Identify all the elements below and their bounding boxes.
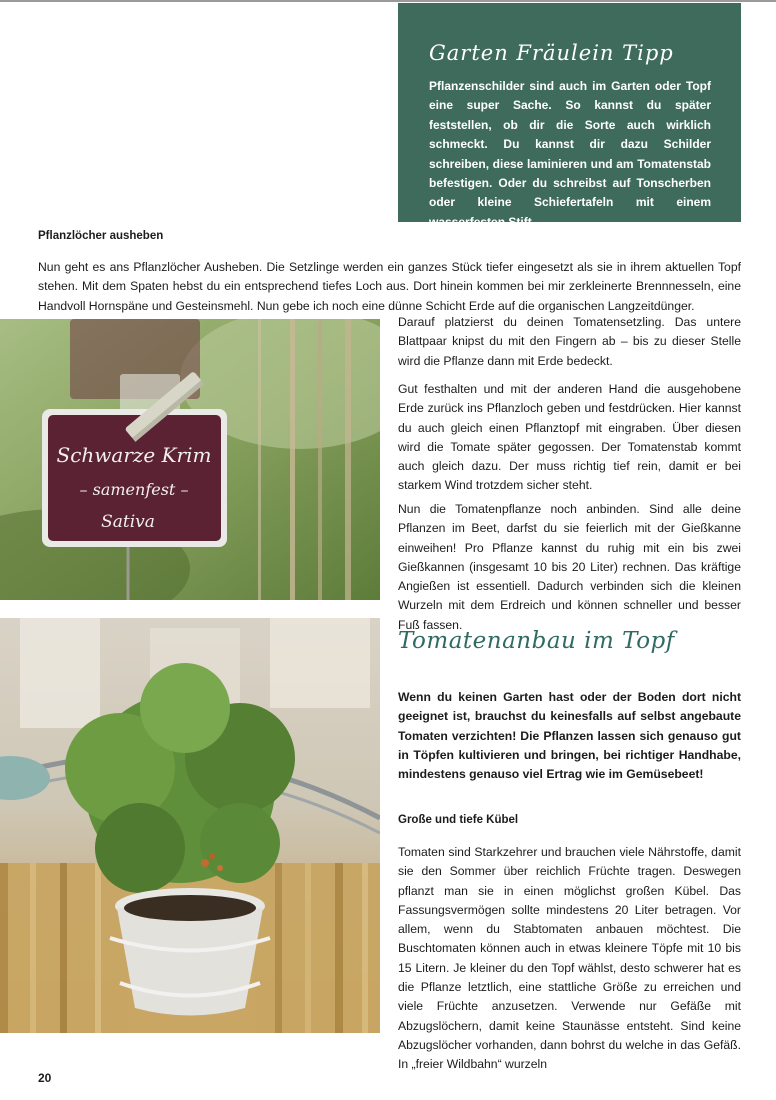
tip-box (398, 3, 741, 229)
photo-plant-sign (0, 319, 380, 600)
photo-tomato-pot (0, 618, 380, 1033)
paragraph-setzling: Darauf platzierst du deinen Tomatensetzling. Das untere Blattpaar knipst du mit den Fingern ab – bis zu dieser Stelle wird die Pflanze dann mit Erde bedeckt. (398, 315, 741, 368)
sign-line-2: – samenfest – (79, 480, 189, 499)
section-title-topf: Tomatenanbau im Topf (398, 628, 675, 654)
page-number: 20 (38, 1071, 52, 1085)
section-intro-paragraph: Nun geht es ans Pflanzlöcher Ausheben. Die Setzlinge werden ein ganzes Stück tiefer eingesetzt als sie in ihrem aktuellen Topf stehen. Mit dem Spaten hebst du ein entsprechend tiefes Loch aus. Dort hinein kommen bei mir zerkleinerte Brennnesseln, eine Handvoll Hornspäne und Gesteinsmehl. Nun gebe ich noch eine dünne Schicht Erde auf die organischen Langzeitdünger. (38, 260, 741, 313)
paragraph-anbinden: Nun die Tomatenpflanze noch anbinden. Sind alle deine Pflanzen im Beet, darfst du sie feierlich mit der Gießkanne einweihen! Pro Pflanze kannst du ruhig mit ein bis zwei Gießkannen (insgesamt 10 bis 20 Liter) rechnen. Das kräftige Angießen ist essentiell. Dadurch verbinden sich die kleinen Wurzeln mit dem Erdreich und können schneller und besser Fuß fassen. (398, 502, 741, 632)
sign-line-3: Sativa (101, 512, 155, 532)
paragraph-festhalten: Gut festhalten und mit der anderen Hand die ausgehobene Erde zurück ins Pflanzloch geben und festdrücken. Hier kannst du auch gleich einen Pflanztopf mit eingraben. Über diesen wird die Tomate später gegossen. Der Tomatenstab kommt auch gleich dazu. Der muss richtig tief rein, damit er bei starkem Wind trotzdem sicher steht. (398, 382, 741, 493)
section2-intro: Wenn du keinen Garten hast oder der Boden dort nicht geeignet ist, brauchst du keinesfalls auf selbst angebaute Tomaten verzichten! Die Pflanzen lassen sich genauso gut in Töpfen kultivieren und bringen, bei richtiger Handhabe, mindestens genauso viel Ertrag wie im Gemüsebeet! (398, 690, 741, 782)
plant-sign-illustration (0, 319, 380, 600)
paragraph-kuebel: Tomaten sind Starkzehrer und brauchen viele Nährstoffe, damit sie den Sommer über reichlich Früchte tragen. Deswegen pflanzt man sie in einen möglichst großen Kübel. Das Fassungsvermögen sollte mindestens 20 Liter betragen. Vor allem, wenn du Stabtomaten anbauen möchtest. Die Buschtomaten können auch in etwas kleinere Töpfe mit 10 bis 15 Litern. Je kleiner du den Topf wählst, desto schwerer hat es die Pflanze letztlich, eine stattliche Größe zu erreichen und viele Früchte anzusetzen. Verwende nur Gefäße mit Abzugslöchern, damit keine Staunässe entsteht. Sind keine Abzugslöcher vorhanden, dann bohrst du welche in das Gefäß. In „freier Wildbahn“ wurzeln (398, 845, 741, 1072)
tomato-pot-illustration (0, 618, 380, 1033)
top-rule (0, 0, 776, 2)
sign-line-1: Schwarze Krim (56, 443, 212, 467)
tip-title: Garten Fräulein Tipp (429, 41, 674, 65)
tip-body: Pflanzenschilder sind auch im Garten oder Topf eine super Sache. So kannst du später feststellen, ob dir die Sorte auch wirklich schmeckt. Du kannst dir dazu Schilder schreiben, diese laminieren und am Tomatenstab befestigen. Oder du schreibst auf Tonscherben oder kleine Schiefertafeln mit einem wasserfesten Stift. (429, 79, 711, 229)
section-heading-pflanzloecher: Pflanzlöcher ausheben (38, 230, 164, 242)
subheading-kuebel: Große und tiefe Kübel (398, 814, 519, 826)
